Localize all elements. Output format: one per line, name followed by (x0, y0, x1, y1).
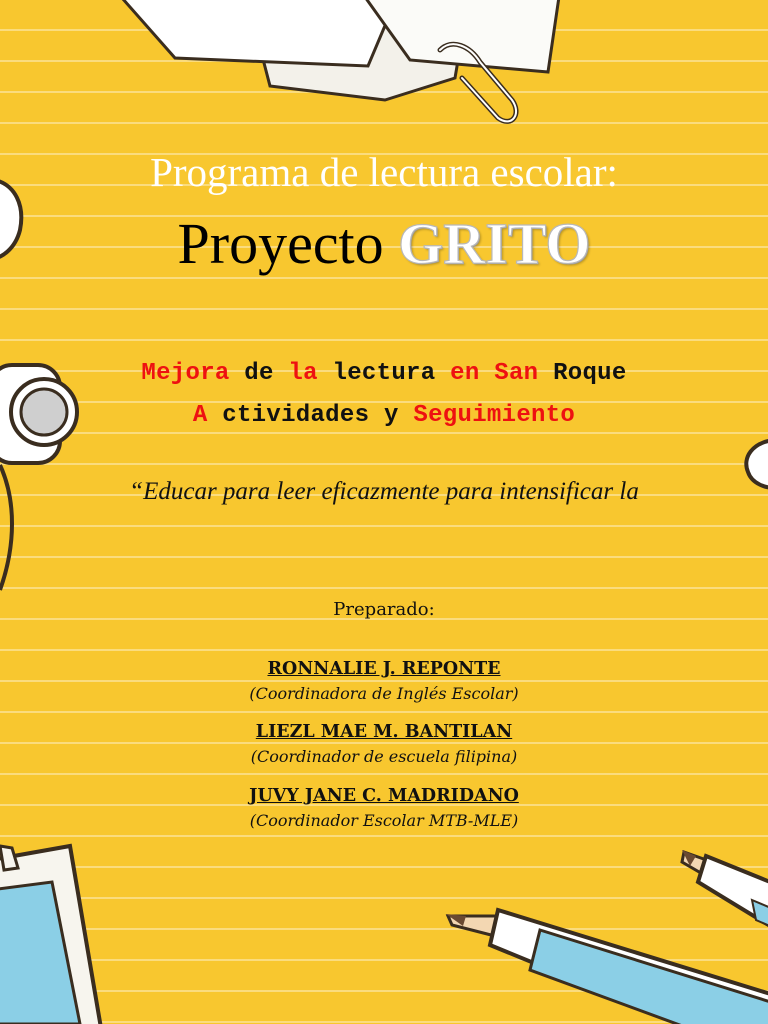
pen-white-decoration (682, 850, 768, 935)
title-brand: GRITO (398, 211, 591, 276)
person-role: (Coordinadora de Inglés Escolar) (249, 684, 519, 703)
subtitle-word: lectura (317, 360, 451, 387)
subtitle-word: A (192, 402, 208, 429)
subtitle-word: Mejora (141, 360, 230, 387)
subtitle-word: Seguimiento (413, 402, 576, 429)
paper-sheets-decoration (115, 0, 560, 100)
title-prefix: Proyecto (177, 211, 399, 276)
person-name: LIEZL MAE M. BANTILAN (255, 722, 513, 742)
tablet-device-decoration (0, 846, 102, 1024)
motto-quote: “Educar para leer eficazmente para intensificar la (129, 478, 639, 505)
subtitle-word: de (229, 360, 289, 387)
title-line1: Programa de lectura escolar: (150, 149, 618, 195)
person-name: JUVY JANE C. MADRIDANO (249, 786, 519, 806)
prepared-by-label: Preparado: (333, 599, 435, 620)
person-role: (Coordinador de escuela filipina) (250, 747, 518, 766)
subtitle-word: en San (450, 360, 539, 387)
subtitle-word: ctividades y (207, 402, 414, 429)
person-name: RONNALIE J. REPONTE (267, 659, 501, 679)
subtitle-word: la (288, 360, 318, 387)
subtitle-line2 (0, 402, 768, 429)
title-line2 (0, 210, 768, 277)
person-role: (Coordinador Escolar MTB-MLE) (249, 811, 519, 830)
subtitle-word: Roque (538, 360, 627, 387)
subtitle-line1 (0, 360, 768, 387)
pen-blue-decoration (446, 910, 768, 1024)
